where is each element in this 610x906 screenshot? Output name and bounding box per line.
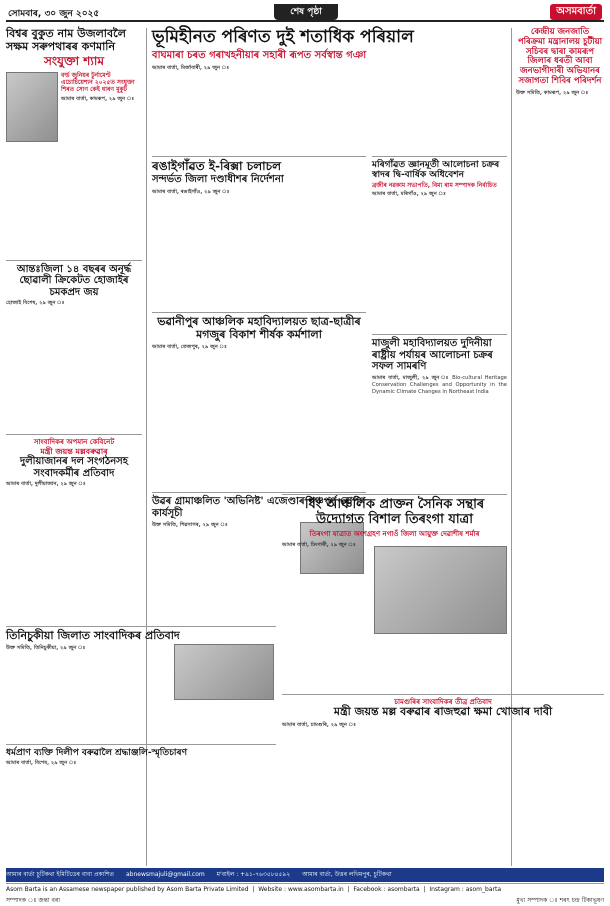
section-tab: শেষ পৃষ্ঠা [274, 4, 338, 20]
footer-email[interactable]: abnewsmajuli@gmail.com [125, 871, 205, 878]
photo-girl-with-trophy [6, 72, 58, 142]
story-body [152, 344, 366, 484]
story-body [516, 90, 604, 550]
story-headline: আন্তঃজিলা ১৪ বছৰৰ অনূৰ্দ্ধ ছোৱালী ক্ৰিকেটত হোজাইৰ চমকপ্ৰদ জয় [6, 260, 142, 299]
column-left [6, 28, 142, 609]
footer-phone: ম'বাইল : +৯১-৭৬৩৫৮৪৫৯২ [216, 871, 291, 878]
story-subhead: তিৰংগা যাত্ৰাত অংশগ্ৰহণ নগাওঁ জিলা আয়ুক্ত দেৱাশীষ শৰ্মাৰ [309, 529, 480, 538]
story-headline: ধিং আঞ্চলিক প্ৰাক্তন সৈনিক সন্থাৰ উদ্যোগত বিশাল তিৰংগা যাত্ৰা [282, 494, 507, 528]
story-body [152, 189, 366, 311]
dateline: আমাৰ বাৰ্তা, বিশেষ, ২৯ জুন ঃ [6, 760, 77, 767]
dateline: আমাৰ বাৰ্তা, মাজুলী, ২৯ জুন ঃ [372, 374, 450, 381]
chief-editor: মুখ্য সম্পাদক ঃ শৰৎ চন্দ্ৰ টিকাভূষণ [516, 897, 604, 904]
newspaper-page [6, 4, 604, 904]
story-body [6, 760, 276, 864]
dateline: আমাৰ বাৰ্তা, ৰঙাইগাঁও, ২৯ জুন ঃ [152, 188, 230, 195]
footer-edition: আমাৰ বাৰ্তা, উত্তৰ লখিমপুৰ, চুটিকথা [302, 871, 392, 878]
story-block [372, 156, 507, 326]
dateline: আমাৰ বাৰ্তা, মিৰ্জাবাৰী, ২৯ জুন ঃ [152, 64, 230, 71]
dateline: আমাৰ বাৰ্তা, চামগুৰি, ২৯ জুন ঃ [282, 722, 357, 729]
editor-line [6, 895, 604, 906]
story-headline: ধৰ্মপ্ৰাণ ব্যক্তি দিলীপ বৰুৱালৈ শ্ৰদ্ধাঞ্জলি-স্মৃতিচাৰণ [6, 744, 276, 758]
story-body [152, 65, 507, 153]
photo-journalists-protest [174, 644, 274, 700]
footer-website[interactable]: Website : www.asombarta.in [258, 886, 344, 893]
story-block [282, 694, 604, 852]
footer-facebook[interactable]: Facebook : asombarta [353, 886, 420, 893]
footer-credits: Asom Barta is an Assamese newspaper published by Asom Barta Private Limited | Website : www.asombarta.in | Facebook : asombarta | Instagram : asom_barta [6, 883, 604, 894]
story-subhead: সন্দৰ্ভত জিলা দণ্ডাধীশৰ নিৰ্দেশনা [152, 173, 284, 185]
story-headline: বিশ্বৰ বুকুত নাম উজলাবলৈ সক্ষম সৰুপথাৰৰ কণমানি [6, 27, 126, 53]
name-banner: সংযুক্তা শ্যাম [43, 54, 105, 69]
dateline: আমাৰ বাৰ্তা, মৰিগাঁও, ২৯ জুন ঃ [372, 190, 446, 197]
story-kicker: মন্ত্ৰী জয়ন্ত মল্লবৰুৱাৰ [40, 446, 108, 456]
lead-story [152, 28, 507, 153]
dateline: হোজাই বিশেষ, ২৯ জুন ঃ [6, 300, 65, 307]
story-block [152, 156, 366, 311]
footer-address: আমাৰ বাৰ্তা চুটিকথা ইমিটিডেৰ বাবা প্ৰকাশিত [6, 871, 115, 878]
dateline: উক্ত সমিতি, শিৱসাগৰ, ২৯ জুন ঃ [152, 522, 228, 528]
story-headline: ভৱানীপুৰ আঞ্চলিক মহাবিদ্যালয়ত ছাত্ৰ-ছাত্ৰীৰ মগজুৰ বিকাশ শীৰ্ষক কৰ্মশালা [152, 312, 366, 341]
footer-english-line: Asom Barta is an Assamese newspaper published by Asom Barta Private Limited [6, 886, 249, 893]
dateline: উক্ত সমিতি, কামৰূপ, ২৯ জুন ঃ [516, 89, 589, 96]
story-body [6, 481, 142, 609]
story-headline: তিনিচুকীয়া জিলাত সাংবাদিকৰ প্ৰতিবাদ [6, 626, 276, 643]
story-block [152, 312, 366, 484]
story-kicker: চামগুৰিৰ সাংবাদিকৰ তীব্ৰ প্ৰতিবাদ [282, 694, 604, 706]
dateline: আমাৰ বাৰ্তা, দুলীয়াজান, ২৯ জুন ঃ [6, 481, 86, 488]
dateline: আমাৰ বাৰ্তা, কামৰূপ, ২৯ জুন ঃ [61, 95, 135, 102]
story-block [6, 744, 276, 864]
story-block [282, 494, 507, 690]
english-seminar-title: Bio-cultural Heritage Conservation Challenges and Opportunity in the Dynamic Climate Changes in Northeast India [372, 374, 507, 395]
footer-bar [6, 868, 604, 882]
story-headline: দুলীয়াজানৰ দল সংগঠনসহ সংবাদকৰ্মীৰ প্ৰতিবাদ [19, 456, 129, 479]
dateline: উক্ত সমিতি, তিনিচুকীয়া, ২৯ জুন ঃ [6, 644, 86, 651]
editor: সম্পাদক ঃ জন্তা বৰা [6, 897, 60, 904]
dateline: আমাৰ বাৰ্তা, তেজপুৰ, ২৯ জুন ঃ [152, 344, 227, 351]
footer-instagram[interactable]: Instagram : asom_barta [429, 886, 502, 893]
story-body [282, 722, 604, 852]
story-headline: ৰঙাইগাঁৱত ই-ৰিক্সা চলাচল [152, 156, 366, 174]
story-headline: মৰিগাঁৱত জ্ঞানমূৰ্তী আলোচনা চক্ৰৰ স্বাদৰ দ্বি-বাৰ্ষিক অধিবেশন [372, 156, 507, 181]
story-kicker: সাংবাদিকৰ অপমান কেবিনেট [6, 434, 142, 446]
story-subhead: ব্ৰজীৰ নৱকাম সভাপতি, বিমা ৰাম সম্পাদক নিৰ্বাচিত [372, 181, 497, 189]
story-body [6, 645, 170, 745]
story-body [152, 522, 296, 652]
story-headline: কেন্দ্ৰীয় জনজাতি পৰিক্ৰমা মন্ত্ৰানালয় চুটীয়া সচিবৰ দ্বাৰা কামৰূপ জিলাৰ ধৰতী আবা জনভাগীদাৰী অভিযানৰ সজাগতা শিবিৰ পৰিদৰ্শন [517, 27, 603, 86]
issue-date: সোমবাৰ, ৩০ জুন ২০২৫ [8, 9, 100, 19]
lead-headline: ভূমিহীনত পৰিণত দুই শতাধিক পৰিয়াল [152, 27, 414, 47]
story-body [372, 191, 507, 326]
story-body [282, 542, 370, 690]
masthead [6, 4, 604, 22]
story-kicker: বৰ্ল্ড জুনিয়ৰ টুৰ্নামেণ্ট এচোচিয়েশ্যন ২০২৫ত সংযুক্তা শিৰত সোণ কেই ধাৰণ মুকুট [61, 72, 135, 94]
story-body [6, 300, 142, 430]
lead-subhead: বাঘমাৰা চৰত গৰাখহনীয়াৰ সহাৰী ৰূপত সৰ্বস্বান্ত গঞা [152, 49, 367, 61]
photo-tiranga-rally [374, 546, 507, 634]
footer [6, 868, 604, 894]
story-headline: মাজুলী মহাবিদ্যালয়ত দুদিনীয়া ৰাষ্ট্ৰীয় পৰ্যায়ৰ আলোচনা চক্ৰৰ সফল সামৰণি [372, 334, 507, 373]
story-headline: উৱৰ গ্ৰামাঞ্চলিত 'অভিনিষ্ট' এজেণ্ডাৰ পঞ্চপূৰ্ণ ৰোপণ কাৰ্যসূচী [152, 492, 366, 519]
dateline: আমাৰ বাৰ্তা, ঢিংগাৰী, ২৯ জুন ঃ [282, 542, 356, 549]
newspaper-logo: অসমবাৰ্তা [550, 4, 602, 20]
column-right [516, 28, 604, 550]
story-headline: মন্ত্ৰী জয়ন্ত মল্ল বৰুৱাৰ ৰাজহুৱা ক্ষমা খোজাৰ দাবী [333, 705, 553, 719]
story-block [372, 334, 507, 515]
